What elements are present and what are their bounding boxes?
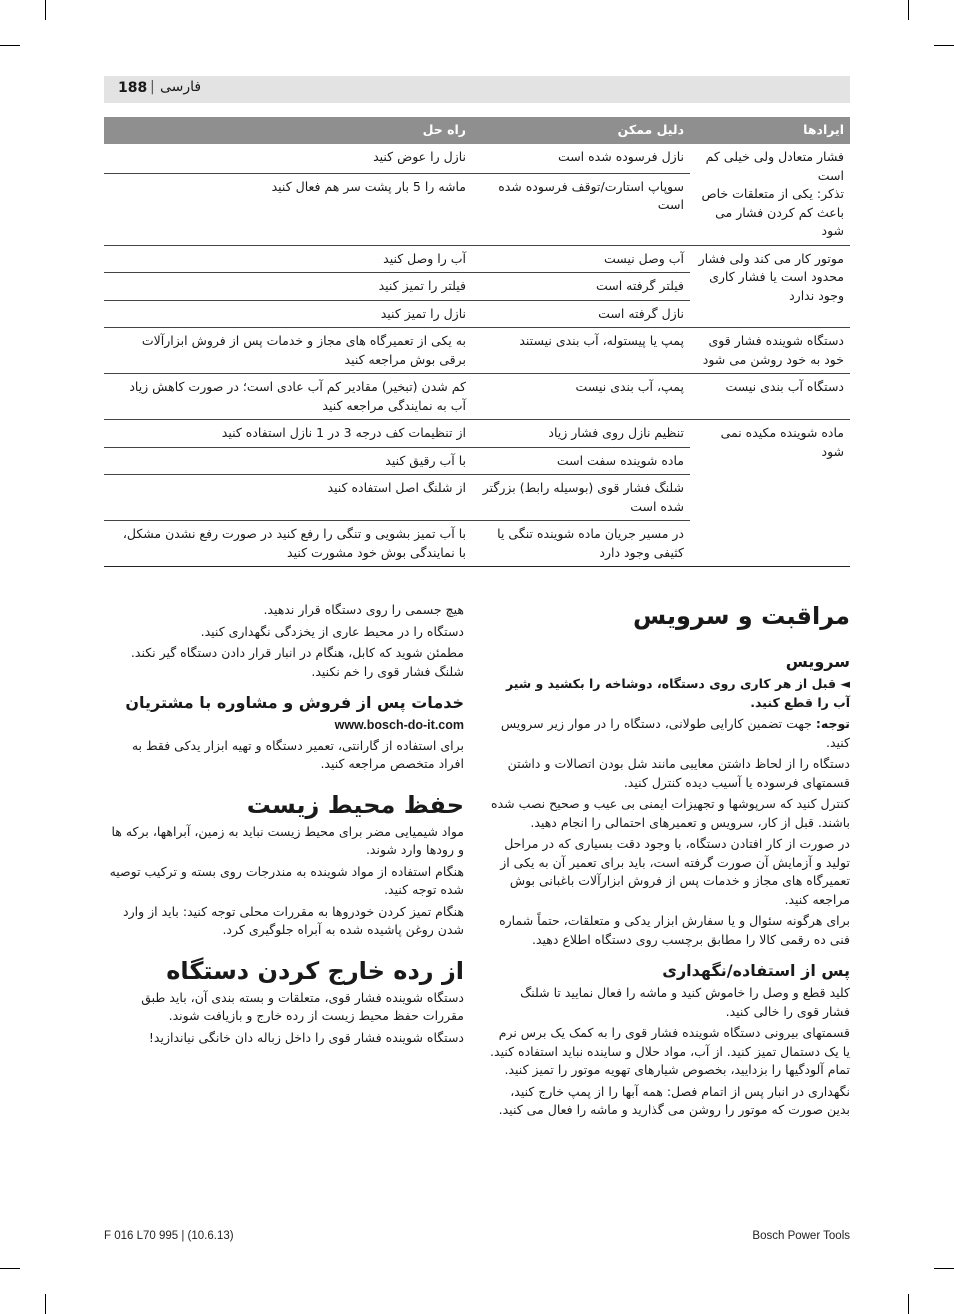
paragraph: برای استفاده از گارانتی، تعمیر دستگاه و تهیه ابزار یدکی فقط به افراد متخصص مراجعه کنید. — [131, 737, 464, 771]
service-note — [490, 715, 850, 752]
troubleshooting-table — [104, 117, 850, 567]
cause-cell: پمپ، آب بندی نیست — [472, 374, 690, 420]
paragraph: دستگاه را از لحاظ داشتن معایبی مانند شل بودن اتصالات و داشتن قسمتهای فرسوده یا آسیب دیده کنترل کنید. — [507, 756, 850, 790]
solution-cell: کم شدن (تبخیر) مقادیر کم آب عادی است؛ در صورت کاهش زیاد آب به نمایندگی مراجعه کنید — [104, 374, 472, 420]
paragraph: قسمتهای بیرونی دستگاه شوینده فشار قوی را به کمک یک برس نرم یا یک دستمال تمیز کنید. از آب، مواد حلال و ساینده نباید استفاده کنید. تمام آلودگیها را بزدایید، بخصوص شیارهای تهویه موتور را تمیز کنید. — [490, 1025, 850, 1077]
solution-cell: از شلنگ اصل استفاده کنید — [104, 475, 472, 521]
crop-mark — [908, 0, 909, 20]
paragraph: کنترل کنید که سرپوشها و تجهیزات ایمنی بی عیب و صحیح نصب شده باشند. قبل از کار، سرویس و تعمیرهای احتمالی را انجام دهید. — [491, 796, 850, 830]
crop-mark — [934, 45, 954, 46]
paragraph: دستگاه شوینده فشار قوی را داخل زباله دان خانگی نیاندازید! — [148, 1029, 464, 1045]
footer-brand: Bosch Power Tools — [752, 1230, 850, 1242]
solution-cell: با آب رقیق کنید — [104, 447, 472, 475]
paragraph: نگهداری در انبار پس از اتمام فصل: همه آبها را از پمپ خارج کنید، بدین صورت که موتور را روشن می گذارید و ماشه را فعال می کنید. — [498, 1083, 850, 1117]
cause-cell: شلنگ فشار قوی (بوسیله رابط) بزرگتر شده است — [472, 475, 690, 521]
problem-cell: فشار متعادل ولی خیلی کم است تذکر: یکی از متعلقات خاص باعث کم کردن فشار می شود — [690, 144, 850, 245]
cause-cell: سوپاپ استارت/توقف فرسوده شده است — [472, 173, 690, 245]
note-label: توجه: — [815, 716, 850, 731]
table-row — [104, 328, 850, 374]
problem-cell: موتور کار می کند ولی فشار محدود است یا فشار کاری وجود ندارد — [690, 245, 850, 328]
left-column — [104, 601, 464, 1050]
solution-cell: آب را وصل کنید — [104, 245, 472, 273]
crop-mark — [908, 1294, 909, 1314]
table-row — [104, 245, 850, 273]
cause-cell: فیلتر گرفته است — [472, 273, 690, 301]
paragraph: دستگاه را در محیط عاری از یخزدگی نگهداری کنید. — [200, 623, 464, 639]
page-header — [104, 76, 850, 103]
solution-cell: نازل را تمیز کنید — [104, 300, 472, 328]
table-row — [104, 374, 850, 420]
table-row — [104, 420, 850, 448]
after-use-heading: پس از استفاده/نگهداری — [662, 961, 850, 980]
paragraph: مطمئن شوید که کابل، هنگام در انبار قرار دادن دستگاه گیر نکند. شلنگ فشار قوی را خم نکنید. — [130, 645, 464, 679]
crop-mark — [45, 0, 46, 20]
crop-mark — [0, 45, 20, 46]
disposal-title: از رده خارج کردن دستگاه — [166, 956, 464, 985]
warning-text: قبل از هر کاری روی دستگاه، دوشاخه را بکشید و شیر آب را قطع کنید. — [506, 676, 850, 710]
footer-doc-id: F 016 L70 995 | (10.6.13) — [104, 1230, 234, 1242]
cause-cell: آب وصل نیست — [472, 245, 690, 273]
solution-cell: ماشه را 5 بار پشت سر هم فعال کنید — [104, 173, 472, 245]
problem-cell: ماده شوینده مکیده نمی شود — [690, 420, 850, 567]
right-column — [490, 600, 850, 1123]
table-header-row — [104, 117, 850, 144]
crop-mark — [934, 1268, 954, 1269]
solution-cell: با آب تمیز بشویی و تنگی را رفع کنید در صورت رفع نشدن مشکل، با نمایندگی بوش خود مشورت کنید — [104, 521, 472, 567]
cause-cell: نازل فرسوده شده است — [472, 144, 690, 173]
paragraph: هنگام تمیز کردن خودروها به مقررات محلی توجه کنید: باید از وارد شدن روغن پاشیده شده به آبراه جلوگیری کرد. — [123, 903, 464, 937]
cause-cell: نازل گرفته است — [472, 300, 690, 328]
solution-cell: به یکی از تعمیرگاه های مجاز و خدمات پس از فروش ابزارآلات برقی بوش مراجعه کنید — [104, 328, 472, 374]
arrow-marker-icon: ◄ — [840, 676, 850, 691]
problem-cell: دستگاه شوینده فشار قوی خود به خود روشن می شود — [690, 328, 850, 374]
note-text: جهت تضمین کارایی طولانی، دستگاه را در موار زیر سرویس کنید. — [500, 716, 850, 750]
warning-bullet — [490, 675, 850, 712]
problem-cell: دستگاه آب بندی نیست — [690, 374, 850, 420]
header-language: فارسی — [160, 79, 202, 95]
header-solution: راه حل — [104, 117, 472, 144]
paragraph: هیچ جسمی را روی دستگاه قرار ندهید. — [263, 602, 464, 617]
service-heading: سرویس — [785, 652, 850, 671]
header-cause: دلیل ممکن — [472, 117, 690, 144]
care-service-title: مراقبت و سرویس — [633, 602, 850, 630]
paragraph: برای هرگونه سئوال و یا سفارش ابزار یدکی و متعلقات، حتماً شماره فنی ده رقمی کالا را مطابق برچسب روی دستگاه اطلاع دهید. — [499, 913, 850, 947]
paragraph: مواد شیمیایی مضر برای محیط زیست نباید به زمین، آبراهها، برکه ها و رودها وارد شوند. — [111, 823, 464, 857]
cause-cell: پمپ یا پیستوله، آب بندی نیستند — [472, 328, 690, 374]
services-heading: خدمات پس از فروش و مشاوره با مشتریان — [125, 693, 464, 712]
paragraph: دستگاه شوینده فشار قوی، متعلقات و بسته بندی آن، باید طبق مقررات حفظ محیط زیست از رده خارج و بازیافت شوند. — [141, 989, 464, 1023]
paragraph: هنگام استفاده از مواد شوینده به مندرجات روی بسته و ترکیب توصیه شده توجه کنید. — [109, 863, 464, 897]
cause-cell: در مسیر جریان ماده شوینده تنگی یا کثیفی وجود دارد — [472, 521, 690, 567]
website-link[interactable]: www.bosch-do-it.com — [334, 718, 464, 732]
solution-cell: نازل را عوض کنید — [104, 144, 472, 173]
solution-cell: از تنظیمات کف درجه 3 در 1 نازل استفاده کنید — [104, 420, 472, 448]
cause-cell: تنظیم نازل روی فشار زیاد — [472, 420, 690, 448]
header-problems: ایرادها — [690, 117, 850, 144]
paragraph: در صورت از کار افتادن دستگاه، با وجود دقت بسیاری که در مراحل تولید و آزمایش آن صورت گرفته است، باید برای تعمیر آن به یکی از تعمیرگاه های مجاز و خدمات پس از فروش ابزارآلات باغبانی بوش مراجعه کنید. — [500, 836, 850, 907]
crop-mark — [0, 1268, 20, 1269]
solution-cell: فیلتر را تمیز کنید — [104, 273, 472, 301]
page-number: 188 — [118, 80, 148, 96]
environment-title: حفظ محیط زیست — [246, 790, 464, 819]
cause-cell: ماده شوینده سفت است — [472, 447, 690, 475]
paragraph: کلید قطع و وصل را خاموش کنید و ماشه را فعال نمایید تا شلنگ فشار قوی را خالی کنید. — [520, 985, 850, 1019]
table-row — [104, 144, 850, 173]
crop-mark — [45, 1294, 46, 1314]
header-separator: | — [150, 79, 155, 95]
